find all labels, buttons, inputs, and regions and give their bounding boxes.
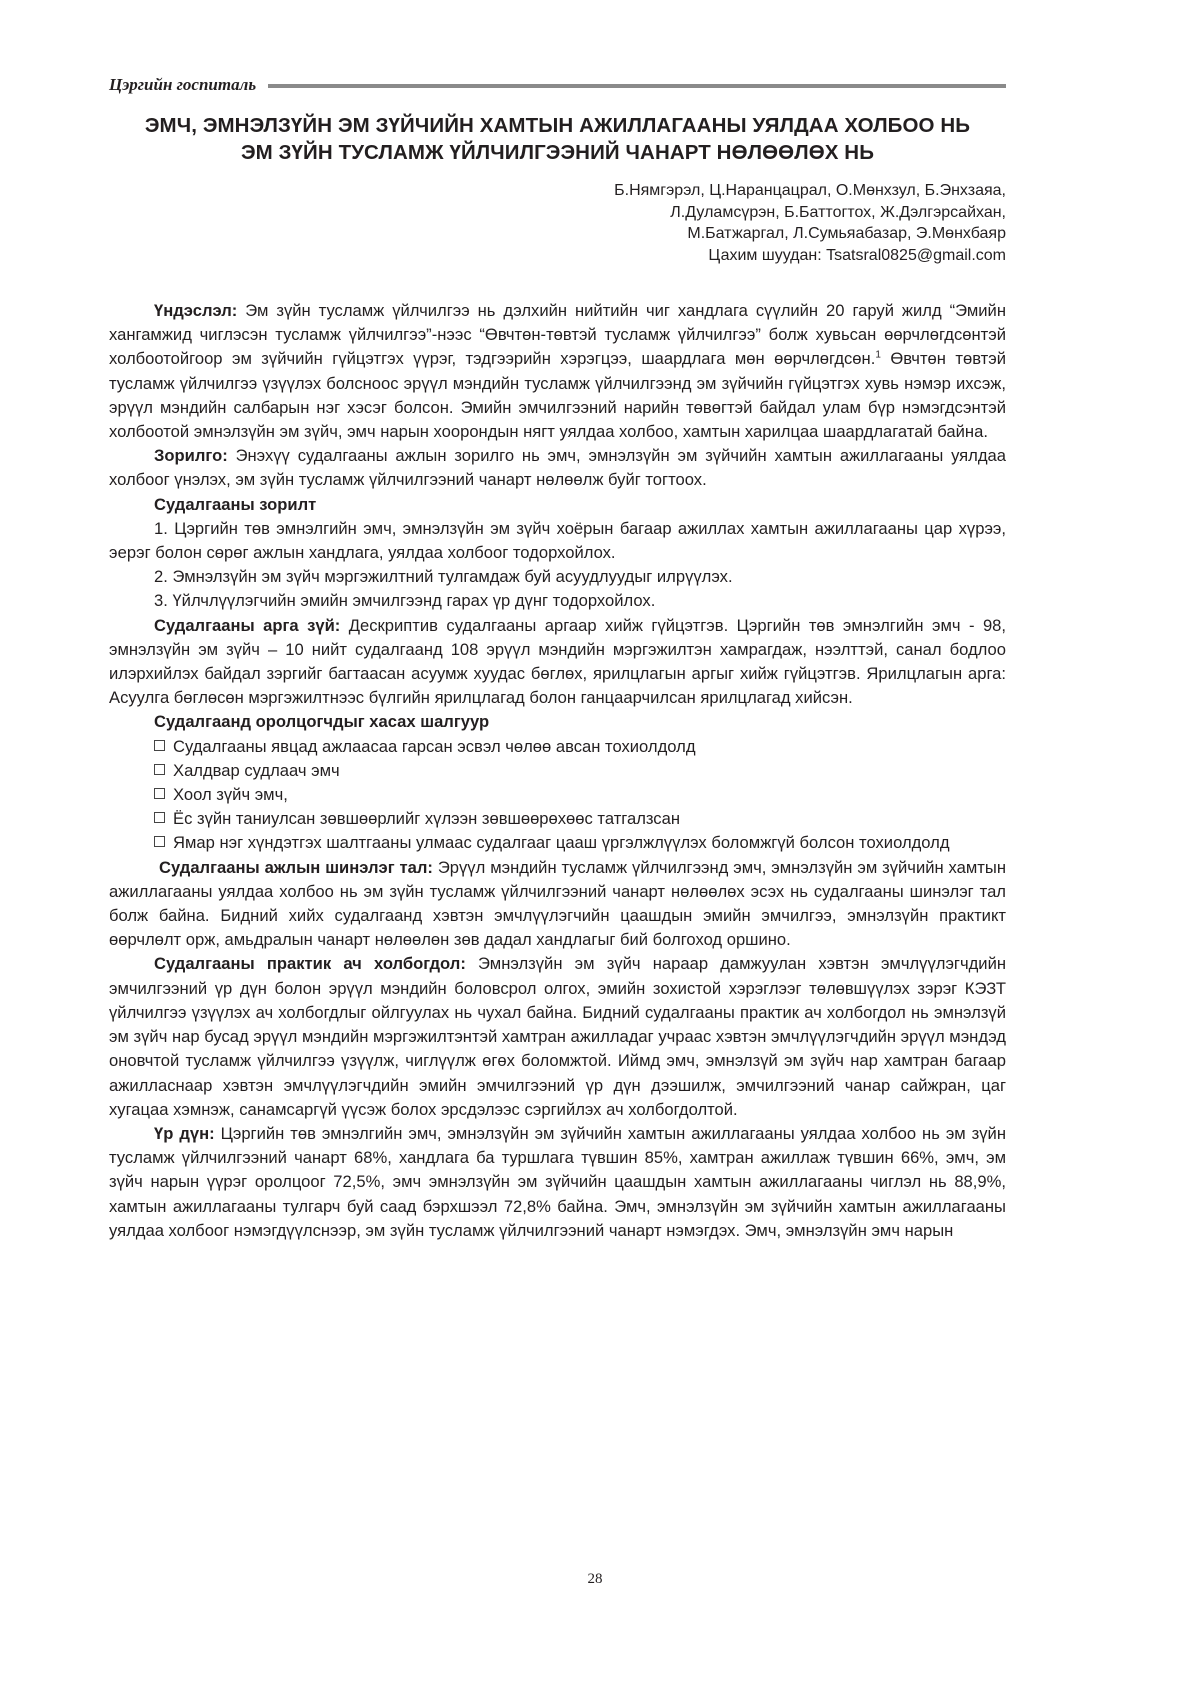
checkbox-bullet-icon xyxy=(154,764,165,775)
section-heading-objectives: Судалгааны зорилт xyxy=(154,494,317,514)
checkbox-bullet-icon xyxy=(154,788,165,799)
title-line-1: ЭМЧ, ЭМНЭЛЗҮЙН ЭМ ЗҮЙЧИЙН ХАМТЫН АЖИЛЛАГААНЫ УЯЛДАА ХОЛБОО НЬ xyxy=(144,114,971,137)
author-block xyxy=(109,180,1006,266)
footnote-ref: 1 xyxy=(875,349,881,361)
exclusion-item: Ёс зүйн таниулсан зөвшөөрлийг хүлээн зөвшөөрөхөөс татгалзсан xyxy=(109,807,1006,831)
document-page xyxy=(109,70,1006,1243)
exclusion-item: Халдвар судлаач эмч xyxy=(109,759,1006,783)
section-background: Үндэслэл: Эм зүйн тусламж үйлчилгээ нь дэлхийн нийтийн чиг хандлага сүүлийн 20 гаруй жилд “Эмийн хангамжид чиглэсэн тусламж үйлчилгээ”-нээс “Өвчтөн-төвтэй тусламж үйлчилгээ” болж хувьсан өөрчлөгдсөнтэй холбоотойгоор эм зүйчийн гүйцэтгэх үүрэг, тэдгээрийн хэрэгцээ, шаардлага мөн өөрчлөгдсөн.$^1$ Өвчтөн төвтэй тусламж үйлчилгээ үзүүлэх болсноос эрүүл мэндийн тусламж үйлчилгээнд эм зүйчийн гүйцэтгэх хувь нэмэр ихсэж, эрүүл мэндийн салбарын нэг хэсэг болсон. Эмийн эмчилгээний нарийн төвөгтэй байдал улам бүр нэмэгдсэнтэй холбоотой эмнэлзүйн эм зүйч, эмч нарын хоорондын нягт уялдаа холбоо, хамтын харилцаа шаардлагатай байна. xyxy=(109,301,1007,442)
section-methods: Судалгааны арга зүй: Дескриптив судалгааны аргаар хийж гүйцэтгэв. Цэргийн төв эмнэлгийн эмч - 98, эмнэлзүйн эм зүйч – 10 нийт судалгаанд 108 эрүүл мэндийн мэргэжилтэн хамрагдаж, нээлттэй, санал бодлоо илэрхийлэх байдал зэргийг багтаасан асуумж хуудас бөглөх, ярилцлагын аргыг хийж гүйцэтгэв. Ярилцлагын арга: Асуулга бөглөсөн мэргэжилтнээс бүлгийн ярилцлагад болон ганцаарчилсан ярилцлагад хийсэн. xyxy=(109,615,1007,708)
section-practical: Судалгааны практик ач холбогдол: Эмнэлзүйн эм зүйч нараар дамжуулан хэвтэн эмчлүүлэгчдийн эмчилгээний үр дүн болон эрүүл мэндийн боловсрол олгох, эмийн зохистой хэрэглээг төлөвшүүлэх зэрэг КЭЗТ үйлчилгээ үзүүлэх ач холбогдлыг ойлгуулах нь чухал байна. Бидний судалгааны практик ач холбогдол нь эмнэлзүй эм зүйч нар бусад эрүүл мэндийн мэргэжилтэнтэй хамтран ажилладаг учраас хэвтэн эмчлүүлэгчдийн эрүүл мэндэд оновчтой тусламж үйлчилгээ үзүүлж, чиглүүлж өгөх боломжтой. Иймд эмч, эмнэлзүй эм зүйч нар хамтран багаар ажилласнаар хэвтэн эмчлүүлэгчдийн эмийн эмчилгээний үр дүн дээшилж, эмчилгээний чанар сайжран, цаг хугацаа хэмнэж, санамсаргүй үүсэж болох эрсдэлээс сэргийлэх ач холбогдолтой. xyxy=(109,954,1006,1119)
section-heading-exclusion: Судалгаанд оролцогчдыг хасах шалгуур xyxy=(154,712,490,732)
section-label: Судалгааны арга зүй: xyxy=(154,615,341,635)
journal-name: Цэргийн госпиталь xyxy=(109,75,257,94)
section-results: Үр дүн: Цэргийн төв эмнэлгийн эмч, эмнэлзүйн эм зүйчийн хамтын ажиллагааны уялдаа холбоо нь эм зүйн тусламж үйлчилгээний чанарт 68%, хандлага ба туршлага түвшин 85%, хамтран ажиллаж түвшин 66%, эмч, эм зүйч нарын үүрэг оролцоог 72,5%, эмч эмнэлзүйн эм зүйчийн цаашдын хамтын ажиллагааны чиглэл нь 88,9%, хамтын ажиллагааны тулгарч буй саад бэрхшээл 72,8% байна. Эмч, эмнэлзүйн эм зүйчийн хамтын ажиллагааны уялдаа холбоог нэмэгдүүлснээр, эм зүйн тусламж үйлчилгээний чанарт нэмэгдэх. Эмч, эмнэлзүйн эмч нарын xyxy=(109,1123,1006,1240)
article-title xyxy=(109,112,1006,166)
objective-item: 3. Үйлчлүүлэгчийн эмийн эмчилгээнд гарах үр дүнг тодорхойлох. xyxy=(154,591,656,611)
checkbox-bullet-icon xyxy=(154,740,165,751)
section-novelty: Судалгааны ажлын шинэлэг тал: Эрүүл мэндийн тусламж үйлчилгээнд эмч, эмнэлзүйн эм зүйчийн хамтын ажиллагааны уялдаа холбоо нь эм зүйн тусламж үйлчилгээний чанарт нөлөөлөх эсэх нь судалгааны шинэлэг тал болж байна. Бидний хийх судалгаанд хэвтэн эмчлүүлэгчийн цаашдын эмийн эмчилгээ, эмнэлзүйн практикт өөрчлөлт орж, амьдралын чанарт нөлөөлөн зөв дадал хандлагыг бий болгоход оршино. xyxy=(109,857,1006,950)
authors-line: Л.Дуламсүрэн, Б.Баттогтох, Ж.Дэлгэрсайхан, xyxy=(670,203,1006,221)
authors-line: М.Батжаргал, Л.Сумьяабазар, Э.Мөнхбаяр xyxy=(687,225,1006,242)
article-body xyxy=(109,299,1006,1243)
header-rule xyxy=(268,84,1006,88)
section-label: Зорилго: xyxy=(154,446,228,466)
exclusion-item: Ямар нэг хүндэтгэх шалтгааны улмаас судалгааг цааш үргэлжлүүлэх боломжгүй болсон тохиолдолд xyxy=(109,831,1006,855)
title-line-2: ЭМ ЗҮЙН ТУСЛАМЖ ҮЙЛЧИЛГЭЭНИЙ ЧАНАРТ НӨЛӨӨЛӨХ НЬ xyxy=(240,141,875,164)
objective-item: 1. Цэргийн төв эмнэлгийн эмч, эмнэлзүйн эм зүйч хоёрын багаар ажиллах хамтын ажиллагааны цар хүрээ, эерэг болон сөрөг ажлын хандлага, уялдаа холбоог тодорхойлох. xyxy=(109,518,1006,563)
authors-line: Б.Нямгэрэл, Ц.Наранцацрал, О.Мөнхзул, Б.Энхзаяа, xyxy=(614,182,1006,199)
section-goal: Зорилго: Энэхүү судалгааны ажлын зорилго нь эмч, эмнэлзүйн эм зүйчийн хамтын ажиллагааны уялдаа холбоог үнэлэх, эм зүйн тусламж үйлчилгээний чанарт нөлөөлж буйг тогтоох. xyxy=(109,446,1006,490)
checkbox-bullet-icon xyxy=(154,836,165,847)
section-label: Үр дүн: xyxy=(154,1123,215,1143)
exclusion-item: Хоол зүйч эмч, xyxy=(109,783,1006,807)
contact-email: Цахим шуудан: Tsatsral0825@gmail.com xyxy=(708,246,1006,264)
page-number: 28 xyxy=(587,1571,603,1587)
running-header xyxy=(109,70,1006,100)
exclusion-item: Судалгааны явцад ажлаасаа гарсан эсвэл чөлөө авсан тохиолдолд xyxy=(109,735,1006,759)
section-label: Судалгааны ажлын шинэлэг тал: xyxy=(159,857,433,877)
section-label: Үндэслэл: xyxy=(154,301,238,320)
section-label: Судалгааны практик ач холбогдол: xyxy=(154,954,466,974)
objective-item: 2. Эмнэлзүйн эм зүйч мэргэжилтний тулгамдаж буй асуудлуудыг илрүүлэх. xyxy=(154,567,733,587)
checkbox-bullet-icon xyxy=(154,812,165,823)
